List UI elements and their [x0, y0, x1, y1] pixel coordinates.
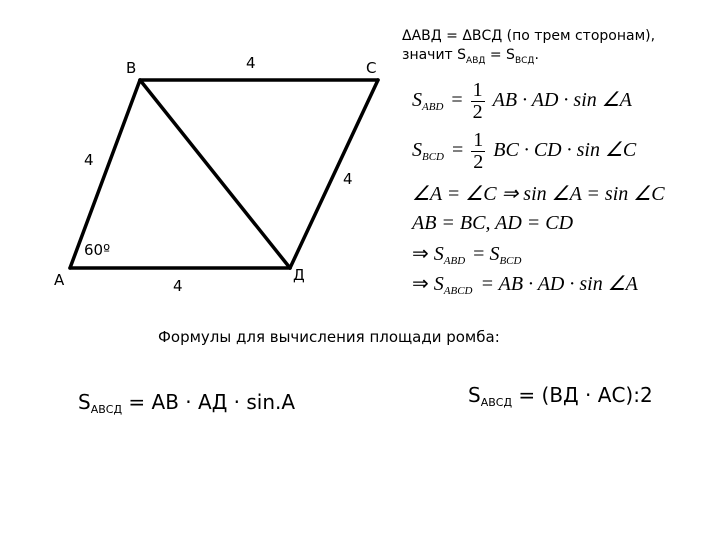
proof-line-1: ΔАВД = ΔВСД (по трем сторонам),: [402, 28, 656, 44]
area-formula-diagonals: $S_{АВСД} = (ВД$ · АС):2: [468, 383, 653, 409]
formula-sides-equal: AB = BC, AD = CD: [412, 212, 574, 234]
vertex-b-label: В: [126, 59, 137, 77]
formula-areas-equal: ⇒ $S_{ABD} = S_{BCD}$: [412, 243, 522, 267]
vertex-a-label: А: [54, 271, 65, 289]
formula-angles-equal: ∠A = ∠C ⇒ sin ∠A = sin ∠C: [412, 183, 665, 205]
vertex-c-label: С: [366, 59, 377, 77]
side-left-length: 4: [84, 151, 94, 169]
side-cd: [290, 80, 378, 268]
formula-s-abd: $S_{ABD}$ = $\frac{1}{2}$ AB · AD · sin ∠A: [412, 79, 632, 123]
rhombus-area-caption: Формулы для вычисления площади ромба:: [158, 328, 500, 346]
side-right-length: 4: [343, 170, 353, 188]
formula-s-abcd: ⇒ $S_{ABCD}$ = AB · AD · sin ∠A: [412, 273, 638, 297]
side-ab: [70, 80, 140, 268]
angle-a-label: 60º: [84, 241, 111, 259]
side-bottom-length: 4: [173, 277, 183, 295]
area-formula-sine: $S_{АВСД}$ = АВ · АД · sin.А: [78, 390, 296, 416]
proof-line-2: значит $S_{АВД} = S_{ВСД}$.: [402, 47, 539, 66]
side-top-length: 4: [246, 54, 256, 72]
diagonal-bd: [140, 80, 290, 268]
vertex-d-label: Д: [293, 266, 305, 284]
formula-s-bcd: $S_{BCD}$ = $\frac{1}{2}$ BC · CD · sin ∠C: [412, 129, 637, 173]
